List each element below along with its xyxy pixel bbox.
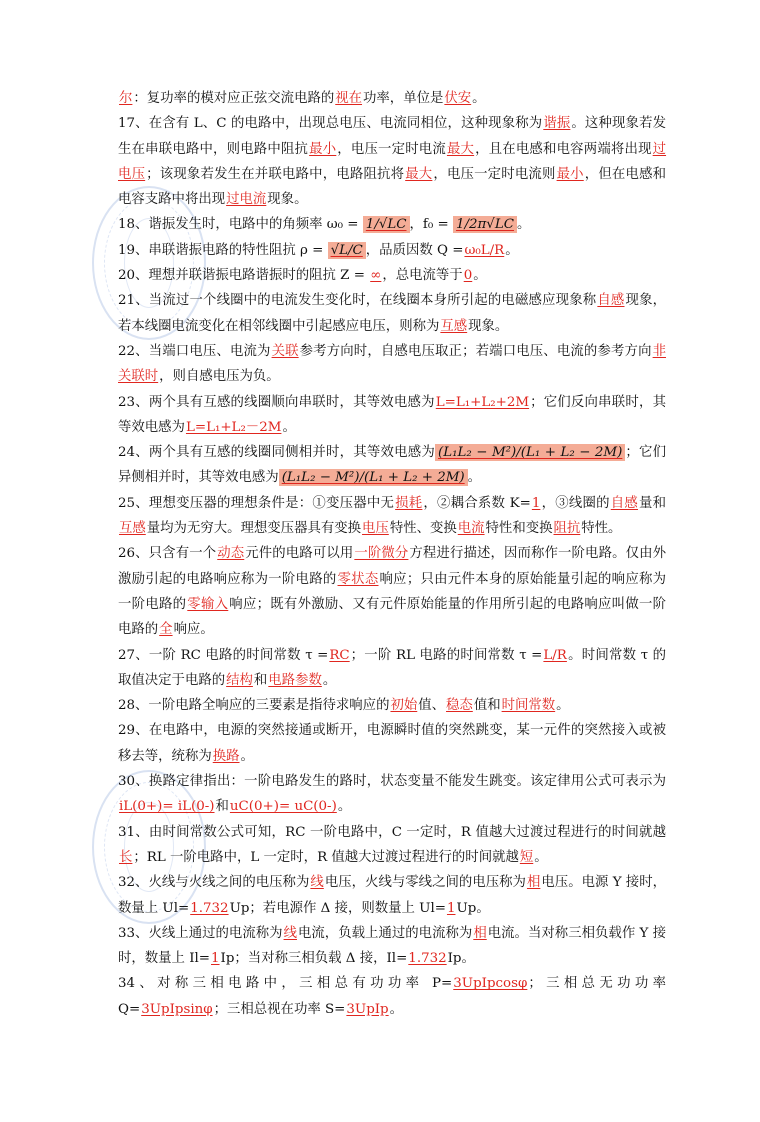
answer-fill: 一阶微分 (354, 546, 409, 562)
answer-fill: 关联 (271, 343, 299, 359)
answer-fill: 损耗 (395, 495, 423, 511)
answer-fill: ω₀L/R (464, 242, 505, 258)
question-text: 电流，负载上通过的电流称为 (297, 925, 473, 941)
answer-fill: 视在 (335, 91, 363, 106)
answer-fill: 动态 (217, 546, 245, 562)
answer-fill: RC (329, 647, 350, 663)
question-text: ，③线圈的 (541, 495, 610, 511)
question-paragraph (118, 86, 666, 111)
question-text: 21、当流过一个线圈中的电流发生变化时，在线圈本身所引起的电磁感应现象称 (118, 293, 597, 309)
question-text: 。 (467, 470, 482, 486)
answer-fill: 相 (526, 875, 541, 891)
formula-answer: 1/√LC (363, 216, 410, 233)
question-text: 响应；只由元件本身的原始能量引起的响应称为一阶电路的 (118, 571, 667, 612)
question-text: ；它们异侧相并时，其等效电感为 (118, 445, 666, 486)
answer-fill: 3UpIpsinφ (141, 1001, 213, 1017)
question-text: 。 (389, 1001, 404, 1017)
question-text: 功率，单位是 (363, 91, 444, 106)
question-paragraph (118, 870, 666, 921)
question-text: 31、由时间常数公式可知，RC 一阶电路中，C 一定时，R 值越大过渡过程进行的时间就越 (118, 824, 666, 840)
question-paragraph (118, 491, 666, 542)
answer-fill: 电压 (362, 521, 389, 537)
question-text: 。 (534, 849, 548, 865)
answer-fill: uC(0+)= uC(0-) (229, 799, 337, 815)
question-text: 24、两个具有互感的线圈同侧相并时，其等效电感为 (118, 445, 435, 461)
formula-answer: (L₁L₂ − M²)/(L₁ + L₂ + 2M) (279, 469, 468, 486)
answer-fill: 线 (283, 925, 297, 941)
question-text: ；三相总无功功率 Q= (118, 976, 666, 1017)
question-text: 现象。 (468, 318, 509, 334)
question-text: 23、两个具有互感的线圈顺向串联时，其等效电感为 (118, 394, 435, 410)
answer-fill: 互感 (440, 318, 468, 334)
answer-fill: 自感 (597, 293, 625, 309)
answer-fill: 零输入 (187, 596, 229, 612)
question-text: ，②耦合系数 K= (423, 495, 531, 511)
question-text: 电压。电源 Y 接时，数量上 Ul= (118, 875, 667, 916)
question-text: 20、理想并联谐振电路谐振时的阻抗 Z = (118, 268, 370, 284)
answer-fill: 阻抗 (553, 521, 581, 537)
question-paragraph (118, 921, 666, 972)
question-text: 27、一阶 RC 电路的时间常数 τ = (118, 647, 329, 663)
answer-fill: 电路参数 (268, 672, 322, 688)
answer-fill: 最大 (405, 166, 433, 182)
question-paragraph (118, 440, 666, 491)
question-paragraph (118, 212, 666, 237)
question-text: 和 (215, 799, 229, 815)
question-text: 值和 (473, 698, 501, 714)
answer-fill: 换路 (212, 748, 240, 764)
question-text: 特性。 (581, 521, 622, 537)
question-text: 电压，火线与零线之间的电压称为 (324, 875, 526, 891)
question-text: Up。 (456, 900, 490, 916)
answer-fill: 自感 (610, 495, 638, 511)
question-text: 响应；既有外激励、又有元件原始能量的作用所引起的电路响应叫做一阶电路的 (118, 596, 667, 638)
question-text: 18、谐振发生时，电路中的角频率 ω₀ = (118, 217, 363, 233)
question-paragraph (118, 288, 666, 339)
answer-fill: ∞ (370, 268, 382, 284)
question-text: ；RL 一阶电路中，L 一定时，R 值越大过渡过程进行的时间就越 (133, 849, 519, 865)
question-text: 特性和变换 (485, 521, 553, 537)
question-text: 现象。 (267, 192, 308, 208)
question-text: 量均为无穷大。理想变压器具有变换 (146, 521, 362, 537)
question-text: Ip；当对称三相负载 Δ 接，Il= (220, 951, 408, 967)
question-text: 。 (337, 799, 352, 815)
question-text: 特性、变换 (389, 521, 457, 537)
question-paragraph (118, 820, 666, 871)
question-paragraph (118, 111, 666, 212)
answer-fill: 1.732 (190, 900, 229, 916)
question-text: 。 (516, 217, 531, 233)
answer-fill: 过电压 (118, 141, 667, 182)
question-text: 。 (282, 419, 296, 435)
answer-fill: 1 (446, 900, 456, 916)
question-text: ，电压一定时电流 (337, 141, 446, 157)
question-text: 响应。 (173, 622, 214, 638)
answer-fill: L=L₁+L₂+2M (435, 394, 530, 410)
question-text: ，且在电感和电容两端将出现 (475, 141, 652, 157)
question-text: ，电压一定时电流则 (433, 166, 556, 182)
answer-fill: 最小 (556, 166, 584, 182)
question-text: 元件的电路可以用 (245, 546, 354, 562)
answer-fill: 3UpIp (346, 1001, 389, 1017)
question-paragraph (118, 541, 666, 642)
answer-fill: 1 (531, 495, 541, 511)
question-paragraph (118, 718, 666, 769)
question-text: 32、火线与火线之间的电压称为 (118, 875, 310, 891)
question-text: ；三相总视在功率 S= (213, 1001, 346, 1017)
answer-fill: 0 (463, 268, 473, 284)
question-text: 。 (322, 672, 337, 688)
question-paragraph (118, 693, 666, 718)
answer-fill: 非关联时 (118, 343, 666, 385)
answer-fill: 长 (119, 849, 133, 865)
answer-fill: 1 (211, 951, 220, 967)
question-text: 19、串联谐振电路的特性阻抗 ρ = (118, 242, 328, 258)
question-text: ，则自感电压为负。 (159, 369, 280, 385)
answer-fill: 谐振 (543, 116, 571, 132)
question-text: 值、 (418, 698, 446, 714)
formula-answer: √L/C (328, 242, 366, 259)
answer-fill: 全 (159, 622, 173, 638)
question-text: 。 (505, 242, 519, 258)
answer-fill: iL(0+)= iL(0-) (119, 799, 215, 815)
answer-fill: L=L₁+L₂－2M (185, 419, 282, 435)
question-text: ；它们反向串联时，其等效电感为 (118, 394, 666, 435)
question-text: 电流。当对称三相负载作 Y 接时，数量上 Il= (118, 925, 667, 967)
question-paragraph (118, 971, 666, 1022)
question-text: 26、只含有一个 (118, 546, 217, 562)
question-text: ，总电流等于 (382, 268, 463, 284)
question-paragraph (118, 339, 666, 390)
answer-fill: 互感 (119, 521, 146, 537)
answer-fill: 最大 (446, 141, 475, 157)
question-paragraph (118, 238, 666, 263)
answer-fill: L/R (543, 647, 567, 663)
answer-fill: 伏安 (444, 91, 472, 106)
question-paragraph (118, 390, 666, 441)
answer-fill: 短 (519, 849, 534, 865)
answer-fill: 最小 (309, 141, 337, 157)
answer-fill: 尔 (119, 91, 133, 106)
question-text: ：复功率的模对应正弦交流电路的 (133, 91, 335, 106)
answer-fill: 电流 (457, 521, 485, 537)
answer-fill: 3UpIpcosφ (453, 976, 528, 992)
question-text: 。 (556, 698, 570, 714)
answer-fill: 稳态 (446, 698, 473, 714)
question-text: 。时间常数 τ 的取值决定于电路的 (118, 647, 666, 688)
question-paragraph (118, 643, 666, 694)
question-text: 22、当端口电压、电流为 (118, 343, 271, 359)
document-body (118, 86, 666, 1022)
answer-fill: 1.732 (408, 951, 447, 967)
answer-fill: 初始 (390, 698, 418, 714)
answer-fill: 结构 (226, 672, 253, 688)
question-text: ，f₀ = (409, 217, 453, 233)
question-text: 方程进行描述，因而称作一阶电路。仅由外激励引起的电路响应称为一阶电路的 (118, 546, 667, 587)
question-text: 。这种现象若发生在串联电路中，则电路中阻抗 (118, 116, 667, 157)
answer-fill: 零状态 (337, 571, 379, 587)
question-text: Up；若电源作 Δ 接，则数量上 Ul= (229, 900, 446, 916)
question-text: 和 (253, 672, 268, 688)
question-paragraph (118, 263, 666, 288)
question-text: 25、理想变压器的理想条件是：①变压器中无 (118, 495, 395, 511)
question-text: ，品质因数 Q = (365, 242, 464, 258)
question-text: Ip。 (447, 951, 475, 967)
question-text: 30、换路定律指出：一阶电路发生的路时，状态变量不能发生跳变。该定律用公式可表示为 (118, 774, 666, 790)
formula-answer: 1/2π√LC (453, 216, 517, 233)
question-text: ；该现象若发生在并联电路中，电路阻抗将 (146, 166, 405, 182)
question-text: 现象，若本线圈电流变化在相邻线圈中引起感应电压，则称为 (118, 293, 667, 334)
question-text: 量和 (639, 495, 667, 511)
question-text: ，但在电感和电容支路中将出现 (118, 166, 667, 208)
question-text: ；一阶 RL 电路的时间常数 τ = (350, 647, 543, 663)
question-text: 。 (240, 748, 254, 764)
question-text: 参考方向时，自感电压取正；若端口电压、电流的参考方向 (299, 343, 652, 359)
question-text: 34、对称三相电路中，三相总有功功率 P= (118, 976, 453, 992)
formula-answer: (L₁L₂ − M²)/(L₁ + L₂ − 2M) (435, 444, 625, 461)
question-paragraph (118, 769, 666, 820)
answer-fill: 过电流 (226, 192, 267, 208)
answer-fill: 相 (473, 925, 487, 941)
question-text: 33、火线上通过的电流称为 (118, 925, 283, 941)
answer-fill: 线 (310, 875, 324, 891)
question-text: 29、在电路中，电源的突然接通或断开，电源瞬时值的突然跳变，某一元件的突然接入或被移去等，统称为 (118, 723, 666, 764)
question-text: 。 (473, 268, 487, 284)
question-text: 28、一阶电路全响应的三要素是指待求响应的 (118, 698, 390, 714)
question-text: 。 (472, 91, 486, 106)
answer-fill: 时间常数 (501, 698, 556, 714)
question-text: 17、在含有 L、C 的电路中，出现总电压、电流同相位，这种现象称为 (118, 116, 543, 132)
